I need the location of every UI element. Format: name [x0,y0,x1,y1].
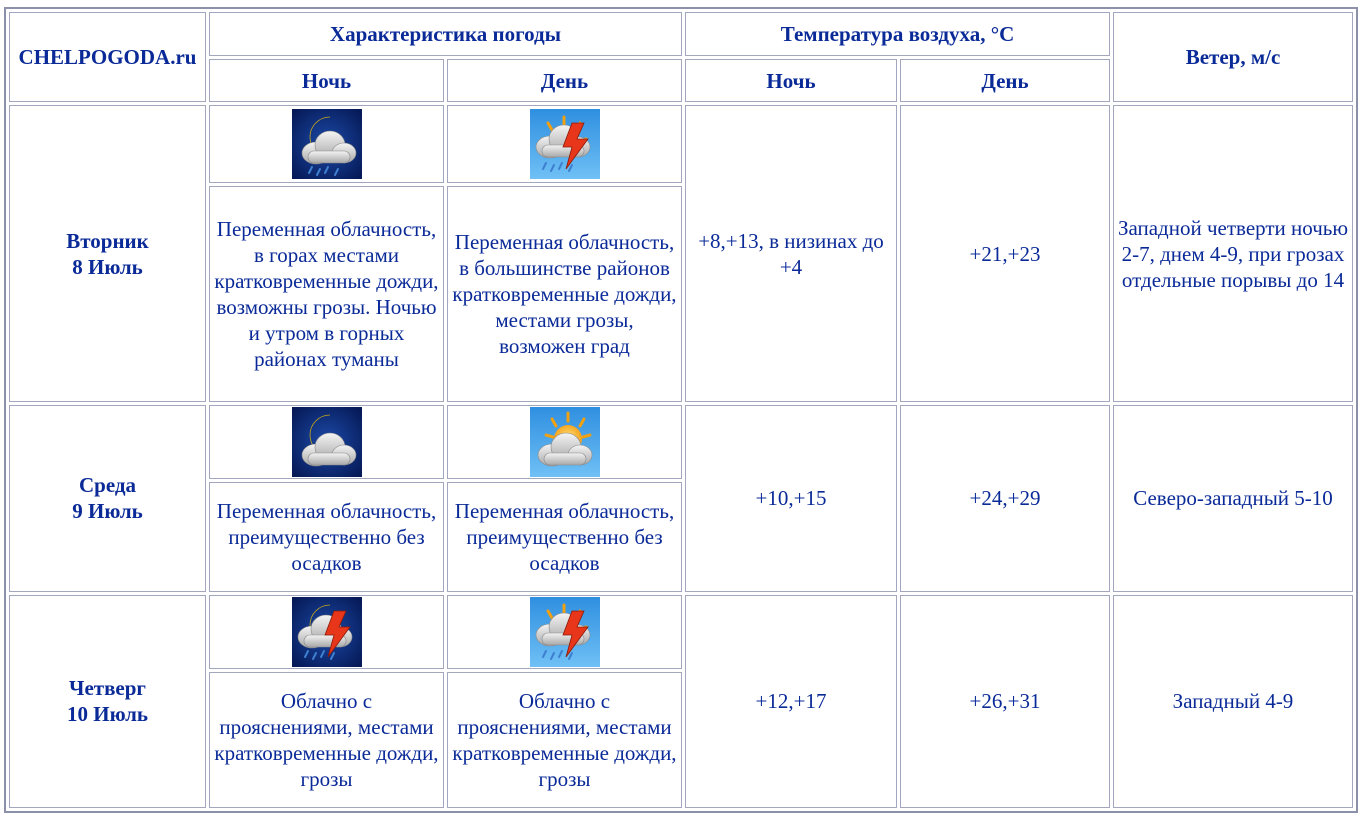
day-label-row-3 [9,595,206,808]
sun-cloud-icon [530,407,600,477]
day-icon-cell [447,595,682,669]
header-weather-day: День [447,59,682,103]
moon-cloud-rain-icon [292,109,362,179]
header-weather-characteristic: Характеристика погоды [209,12,682,56]
weekday: Среда [78,473,136,498]
weekday: Вторник [66,228,149,253]
day-description: Облачно с прояснениями, местами кратковременные дожди, грозы [447,672,682,808]
date: 9 Июль [72,499,143,524]
header-wind: Ветер, м/с [1113,12,1353,102]
moon-cloud-thunderstorm-icon [292,597,362,667]
day-description: Переменная облачность, преимущественно без осадков [447,482,682,592]
night-icon-cell [209,105,444,182]
night-description: Переменная облачность, в горах местами кратковременные дожди, возможны грозы. Ночью и утром в горных районах туманы [209,186,444,402]
temp-night: +8,+13, в низинах до +4 [685,105,897,402]
temp-night: +12,+17 [685,595,897,808]
date: 10 Июль [67,702,148,727]
sun-cloud-thunderstorm-icon [530,109,600,179]
header-weather-night: Ночь [209,59,444,103]
day-label-row-2 [9,405,206,592]
moon-cloud-icon [292,407,362,477]
night-description: Переменная облачность, преимущественно без осадков [209,482,444,592]
header-temp-night: Ночь [685,59,897,103]
night-icon-cell [209,595,444,669]
sun-cloud-thunderstorm-icon [530,597,600,667]
night-description: Облачно с прояснениями, местами кратковременные дожди, грозы [209,672,444,808]
temp-day: +21,+23 [900,105,1110,402]
night-icon-cell [209,405,444,479]
wind: Западный 4-9 [1113,595,1353,808]
header-air-temperature: Температура воздуха, °С [685,12,1110,56]
site-brand: CHELPOGODA.ru [9,12,206,102]
wind: Западной четверти ночью 2-7, днем 4-9, при грозах отдельные порывы до 14 [1113,105,1353,402]
header-temp-day: День [900,59,1110,103]
day-icon-cell [447,405,682,479]
day-description: Переменная облачность, в большинстве районов кратковременные дожди, местами грозы, возможен град [447,186,682,402]
temp-night: +10,+15 [685,405,897,592]
date: 8 Июль [72,254,143,279]
forecast-table [4,7,1358,813]
temp-day: +26,+31 [900,595,1110,808]
temp-day: +24,+29 [900,405,1110,592]
weekday: Четверг [69,676,146,701]
day-label-row-1 [9,105,206,402]
day-icon-cell [447,105,682,182]
wind: Северо-западный 5-10 [1113,405,1353,592]
